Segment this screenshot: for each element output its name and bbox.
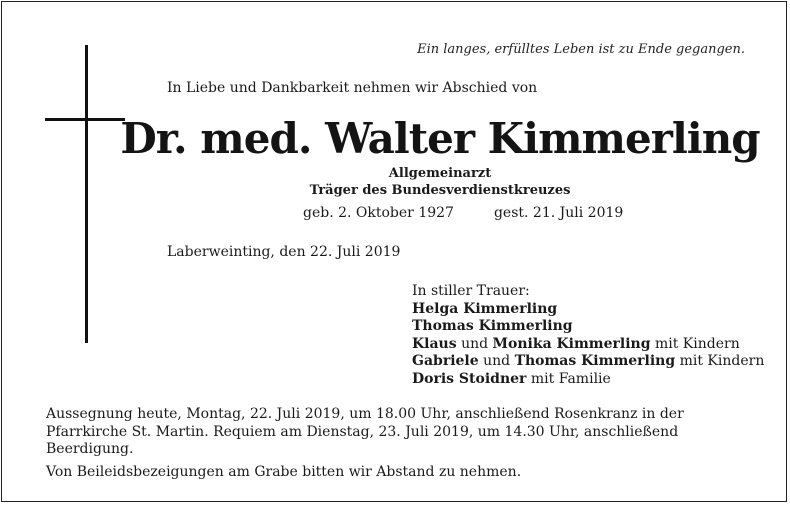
- honor: Träger des Bundesverdienstkreuzes: [309, 183, 571, 198]
- intro-text: In Liebe und Dankbarkeit nehmen wir Abschied von: [167, 80, 538, 96]
- place-date: Laberweinting, den 22. Juli 2019: [167, 244, 401, 260]
- birth-date: geb. 2. Oktober 1927: [303, 205, 454, 221]
- mourner-line: Gabriele und Thomas Kimmerling mit Kindern: [412, 353, 765, 369]
- death-date: gest. 21. Juli 2019: [493, 205, 624, 221]
- ceremony-text: Aussegnung heute, Montag, 22. Juli 2019, um 18.00 Uhr, anschließend Rosenkranz in der Pfarrkirche St. Martin. Requiem am Dienstag, 23. Juli 2019, um 14.30 Uhr, anschließend Beerdigung.: [46, 406, 684, 457]
- deceased-name: Dr. med. Walter Kimmerling: [120, 114, 760, 163]
- profession: Allgemeinarzt: [388, 166, 492, 181]
- mourner-line: Helga Kimmerling: [412, 300, 558, 317]
- mourning-heading: In stiller Trauer:: [412, 283, 530, 299]
- mourners-block: [412, 283, 764, 388]
- mourner-line: Doris Stoidner mit Familie: [412, 370, 611, 387]
- motto: Ein langes, erfülltes Leben ist zu Ende gegangen.: [417, 42, 745, 57]
- condolence-note: Von Beileidsbezeigungen am Grabe bitten wir Abstand zu nehmen.: [46, 463, 522, 480]
- mourner-line: Thomas Kimmerling: [412, 318, 573, 334]
- mourner-line: Klaus und Monika Kimmerling mit Kindern: [412, 335, 740, 352]
- life-dates: [303, 205, 623, 221]
- service-info: [46, 406, 756, 481]
